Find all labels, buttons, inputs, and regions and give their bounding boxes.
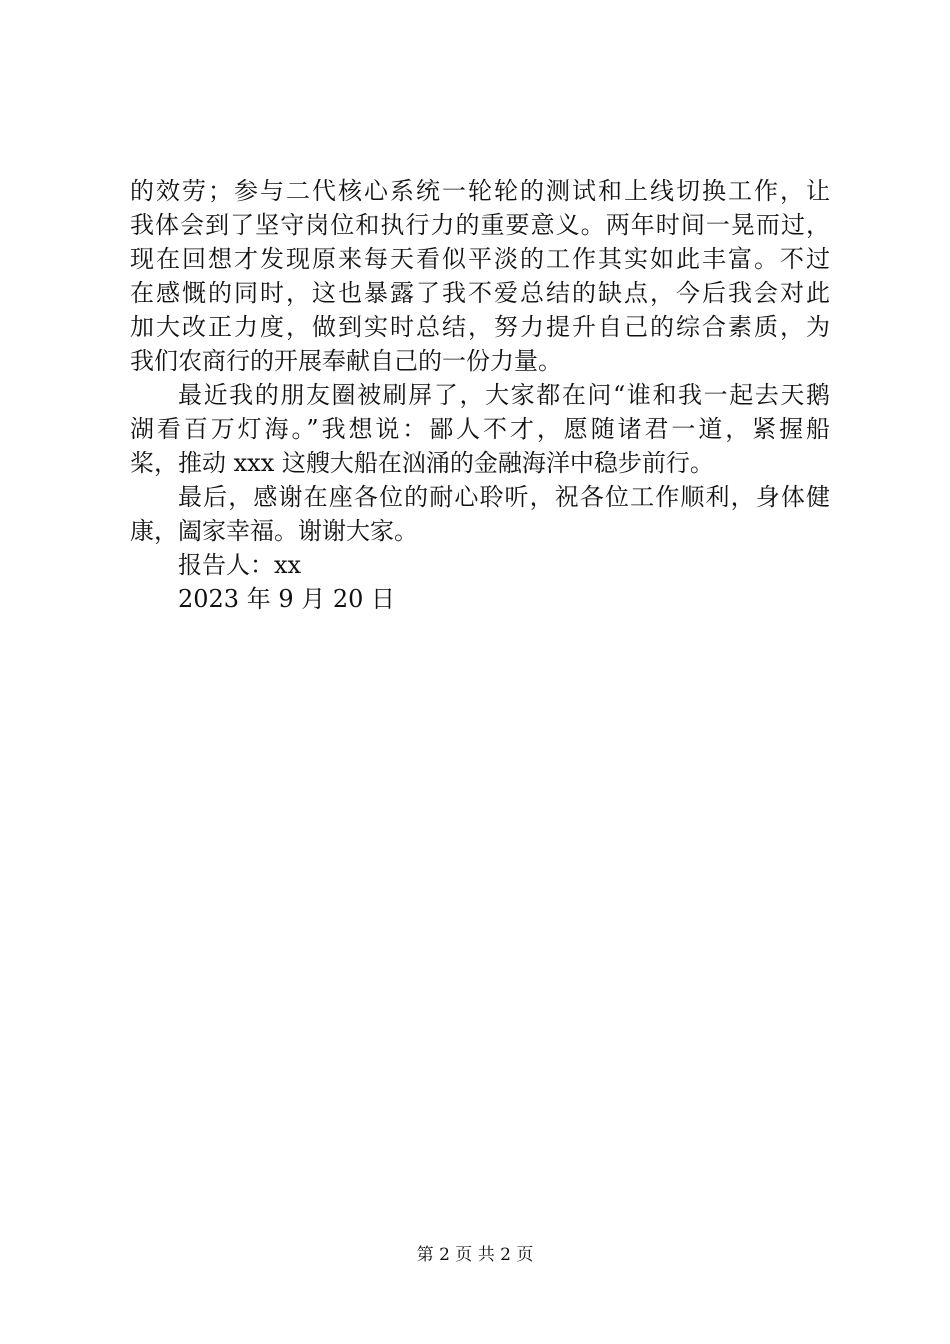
- date-line: 2023 年 9 月 20 日: [178, 585, 396, 613]
- paragraph-line: 加大改正力度，做到实时总结，努力提升自己的综合素质，为: [130, 313, 830, 341]
- paragraph-line: 的效劳；参与二代核心系统一轮轮的测试和上线切换工作，让: [130, 177, 830, 205]
- paragraph-line: 桨，推动 xxx 这艘大船在汹涌的金融海洋中稳步前行。: [130, 449, 714, 477]
- paragraph-line: 最近我的朋友圈被刷屏了，大家都在问“谁和我一起去天鹅: [178, 381, 830, 409]
- paragraph-line: 我们农商行的开展奉献自己的一份力量。: [130, 347, 562, 375]
- document-body: [130, 174, 830, 616]
- paragraph-line: 最后，感谢在座各位的耐心聆听，祝各位工作顺利，身体健: [178, 483, 830, 511]
- paragraph-line: 康，阖家幸福。谢谢大家。: [130, 517, 418, 545]
- page-number-footer: 第 2 页 共 2 页: [416, 1245, 534, 1265]
- paragraph-line: 湖看百万灯海。”我想说：鄙人不才，愿随诸君一道，紧握船: [130, 415, 830, 443]
- paragraph-line: 我体会到了坚守岗位和执行力的重要意义。两年时间一晃而过，: [130, 211, 830, 239]
- paragraph-line: 在感慨的同时，这也暴露了我不爱总结的缺点，今后我会对此: [130, 279, 830, 307]
- paragraph-line: 现在回想才发现原来每天看似平淡的工作其实如此丰富。不过: [130, 245, 830, 273]
- reporter-line: 报告人：xx: [178, 551, 302, 579]
